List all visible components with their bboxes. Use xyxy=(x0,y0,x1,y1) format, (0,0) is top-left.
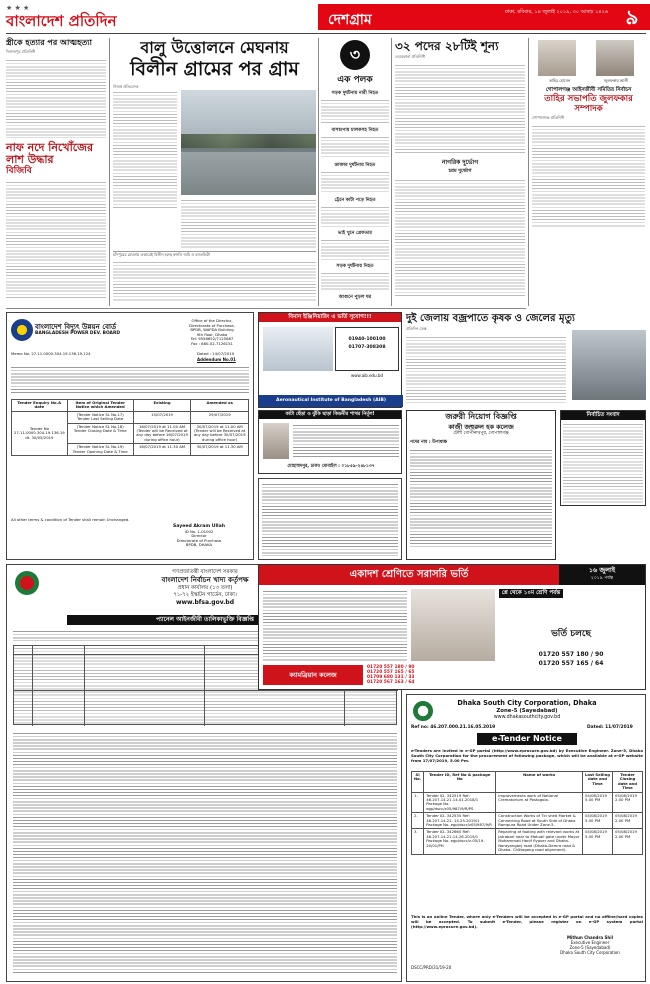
dscc-ref: Ref no: 46.207.000.21.16.05.2019 xyxy=(411,725,496,730)
ek-polok-item-1[interactable]: সড়ক দুর্ঘটনায় নারী নিহত xyxy=(331,91,379,96)
table-cell: 16/07/2019 at 11.30 AM xyxy=(133,444,191,456)
bfsa-subject: প্যানেল আইনজীবী তালিকাভুক্তি বিজ্ঞপ্তি xyxy=(67,615,343,625)
story-headline-2[interactable]: নাফ নদে নিখোঁজের লাশ উদ্ধার xyxy=(6,141,94,166)
kazi-location: টেলী গোপীনাথপুর, গোপালগঞ্জ xyxy=(453,431,509,436)
bfsa-logo xyxy=(15,571,39,595)
bfsa-title-2: বাংলাদেশ নির্বাচন খাদ্য কর্তৃপক্ষ xyxy=(161,576,249,584)
table-cell: 30/07/2019 at 11.00 AM (Tender will be Received at any day before 30/07/2019 during office hour) xyxy=(191,423,249,444)
table-cell: Tender ID- 342519 Ref: 46.207.14.21.14.01.2018/1 Package No. egp/dscc/z05/987/9/R/PS xyxy=(424,792,496,813)
bfsa-title-1: গণপ্রজাতন্ত্রী বাংলাদেশ সরকার xyxy=(172,569,238,575)
brief-box xyxy=(560,410,646,506)
committee-body xyxy=(532,124,645,228)
dscc-col-header: Tender ID, Ref No & package No xyxy=(424,772,496,793)
aib-plane xyxy=(263,327,333,371)
kidney-photo xyxy=(263,423,289,459)
bpdb-ad xyxy=(6,312,254,560)
ek-polok-item-4[interactable]: ট্রেনে কাটা পড়ে নিহত xyxy=(334,198,376,203)
vacancy-byline: নেত্রকোনা প্রতিনিধি xyxy=(395,54,425,59)
table-gridline xyxy=(14,690,398,691)
lead-photo-caption: চাঁদপুরের মেঘনায় এভাবেই বিলীন হচ্ছে ফসলি জমি ও বসতভিটা xyxy=(113,251,316,258)
story-body-2 xyxy=(6,180,106,300)
dscc-col-header: Last Selling date and Time xyxy=(583,772,613,793)
bpdb-enquiry: Tender No 27.11.0000.304.19.136.19 dt. 30/05/2019 xyxy=(12,411,68,455)
kidney-headline: কাটা ছেঁড়া ও ঝুঁকি ছাড়া কিডনীর পাথর নির্মূল! xyxy=(259,411,401,419)
bfsa-title-3: প্রধান কার্যালয় (১৩ তলা) xyxy=(177,585,233,591)
col-divider-4 xyxy=(528,38,529,306)
office-line: Fax : 880-02-7126151 xyxy=(191,340,233,346)
committee-headline[interactable]: তাহির সভাপতি জুলফকার সম্পাদক xyxy=(544,94,633,114)
lead-photo xyxy=(181,90,316,195)
cambrian-phone[interactable]: 01720 557 165 / 65 xyxy=(367,670,415,675)
cambrian-phones xyxy=(367,665,495,685)
cambrian-body-left xyxy=(263,589,407,661)
bpdb-dated: Dated : 14/07/2019 xyxy=(197,351,235,356)
vacancy-body-2 xyxy=(395,178,525,296)
table-cell: Improvements work of National Crematorium at Postogola. xyxy=(496,792,583,813)
section-title: দেশগ্রাম xyxy=(328,12,372,28)
avatar-2 xyxy=(596,40,634,76)
table-cell: 04/08/2019 5.00 PM xyxy=(583,829,613,854)
logo-text: বাংলাদেশ প্রতিদিন xyxy=(6,12,117,30)
office-line: Directorate of Purchase, xyxy=(189,322,235,328)
cambrian-brand: ক্যামব্রিয়ান কলেজ xyxy=(263,665,363,685)
signer-title: Zone-5 (Sayedabad) xyxy=(569,945,611,950)
signer-id: ID No. 1-01002 xyxy=(184,528,214,534)
cambrian-photos xyxy=(411,589,495,661)
bpdb-table xyxy=(11,399,249,456)
table-cell: 1. xyxy=(412,792,424,813)
lead-headline-2[interactable]: বিলীন গ্রামের পর গ্রাম xyxy=(130,58,299,80)
committee-photos xyxy=(532,38,645,78)
bpdb-logo xyxy=(11,319,33,341)
vacancy-story xyxy=(395,38,525,306)
ek-polok-item-5[interactable]: ভাই খুনে গ্রেফতার xyxy=(338,231,372,236)
masthead xyxy=(0,0,650,32)
dscc-title: Dhaka South City Corporation, Dhaka xyxy=(457,699,597,707)
dscc-ad xyxy=(406,694,646,982)
cambrian-phone[interactable]: 01720 567 163 / 64 xyxy=(367,680,415,685)
table-cell: 3. xyxy=(412,829,424,854)
person-1-name: তাহির হোসেন xyxy=(548,78,571,83)
ek-polok-item-7[interactable]: আগুনে পুড়ল ঘর xyxy=(338,295,372,300)
col-divider-2 xyxy=(318,38,319,306)
dscc-logo xyxy=(413,701,433,721)
table-gridline xyxy=(32,646,33,726)
table-cell: Repairing of footing with relevant works at Jatrabari near to Matuail gate under Mayor Mohammad Hanif flyover and Dhaka- Narayanganj road (Dhaka-Demra road & Dhaka- Chittagong road alignment). xyxy=(496,829,583,854)
lead-body-left xyxy=(113,90,177,210)
bpdb-col-header: Item of Original Tender Notice which Amended xyxy=(67,400,133,412)
brief-title: নির্বাচিত সংবাদ xyxy=(561,411,645,420)
story-byline-1: দিনাজপুর প্রতিনিধি xyxy=(6,49,36,54)
ek-polok-body-6 xyxy=(321,271,389,291)
table-cell: (Tender Notice SL No.19) Tender Opening Date & Time xyxy=(67,444,133,456)
dscc-col-header: SI No. xyxy=(412,772,424,793)
signer-name: Sayeed Akram Ullah xyxy=(173,524,225,529)
red-band xyxy=(318,4,650,30)
table-cell: 15/07/2019 xyxy=(133,411,191,423)
bolt-headline[interactable]: দুই জেলায় বজ্রপাতে কৃষক ও জেলের মৃত্যু xyxy=(406,313,575,324)
ek-polok-item-6[interactable]: সড়ক দুর্ঘটনায় নিহত xyxy=(336,264,374,269)
vacancy-side-title: চরম দুর্ভোগ xyxy=(448,168,472,174)
bpdb-name: বাংলাদেশ বিদ্যুৎ উন্নয়ন বোর্ড xyxy=(35,323,117,331)
date-line: ঢাকা, রবিবার, ১৪ জুলাই ২০১৯, ৩০ আষাঢ় ১৪২৬ xyxy=(504,9,608,15)
ek-polok-title: এক পলক xyxy=(337,75,373,85)
ek-polok xyxy=(321,38,389,306)
bpdb-memo: Memo No. 27.11.0000.304.19.136.19.124 xyxy=(11,351,91,356)
dscc-signature xyxy=(537,935,643,955)
signer-title: Dhaka South City Corporation xyxy=(560,950,620,955)
cambrian-class: প্লে থেকে ১০ম শ্রেণি পর্যন্ত xyxy=(499,589,563,598)
cambrian-right-phone-1[interactable]: 01720 557 180 / 90 xyxy=(538,651,604,658)
small-notice-body xyxy=(262,482,398,556)
ek-polok-body-1 xyxy=(321,98,389,124)
col-divider-1 xyxy=(109,38,110,306)
vacancy-body-1 xyxy=(395,63,525,155)
table-cell: 30/07/2019 at 11.30 AM xyxy=(191,444,249,456)
dscc-notice-title: e-Tender Notice xyxy=(477,733,577,745)
kazi-post: পদের নাম : উপাধ্যক্ষ xyxy=(410,440,448,445)
cambrian-admission: ভর্তি চলছে xyxy=(551,629,591,639)
bolt-body xyxy=(406,335,566,403)
kidney-body xyxy=(293,423,399,459)
vacancy-headline[interactable]: ৩২ পদের ২৮টিই শূন্য xyxy=(395,39,499,53)
table-cell: 2. xyxy=(412,813,424,829)
signer-title: Director xyxy=(191,533,207,539)
col-divider-3 xyxy=(391,38,392,306)
cambrian-phone[interactable]: 01709 680 131 / 33 xyxy=(367,675,415,680)
kidney-contact[interactable]: মোহাম্মদপুর, ঢাকা। মোবাইল : ০১৮৫৯-২৪৮১৩৭ xyxy=(287,464,375,469)
office-line: Office of the Director, xyxy=(191,318,233,323)
section-rule-1 xyxy=(6,308,526,309)
signer-title: Directorate of Purchase xyxy=(176,537,222,543)
cambrian-right xyxy=(499,589,643,687)
small-notice xyxy=(258,478,402,560)
table-cell: (Tender Notice SL No.18) Tender Closing Date & Time xyxy=(67,423,133,444)
dscc-title-block xyxy=(437,699,617,721)
lead-story xyxy=(113,38,316,306)
bpdb-col-header: Tender Enquiry No.& date xyxy=(12,400,68,412)
aib-web[interactable]: www.aib.edu.bd xyxy=(351,373,383,378)
table-cell: Construction Works of Tin shed Market & Connecting Road at South Side of Dhaka Rampura Road Under Zone-5. xyxy=(496,813,583,829)
bpdb-intro xyxy=(11,365,249,395)
lead-body-bottom xyxy=(113,260,316,302)
table-cell: 04/08/2019 5.00 PM xyxy=(583,792,613,813)
bolt-story xyxy=(406,312,646,404)
table-gridline xyxy=(204,646,205,726)
office-line: 9th floor, Dhaka xyxy=(196,331,228,337)
cambrian-headline: একাদশ শ্রেণিতে সরাসরি ভর্তি xyxy=(259,565,559,585)
dscc-footnote: This is an online Tender, where only e-Tenders will be accepted in e-GP portal and no offline/hard copies will be accepted. To submit e-Tender, please register on e-GP system portal (http://www.eprocure.gov.bd). xyxy=(411,914,643,929)
table-row xyxy=(412,829,643,854)
dscc-table xyxy=(411,771,643,855)
bfsa-web[interactable]: www.bfsa.gov.bd xyxy=(175,599,235,606)
dscc-col-header: Tender Closing date and Time xyxy=(613,772,643,793)
cambrian-phone[interactable]: 01720 557 180 / 90 xyxy=(367,665,415,670)
ek-polok-body-4 xyxy=(321,205,389,227)
bpdb-footer-note: All other terms & condition of Tender shall remain Unchanged. xyxy=(11,517,130,522)
signer-title: Executive Engineer xyxy=(570,940,610,945)
ek-polok-emblem: ৩ xyxy=(340,40,370,70)
bpdb-signature xyxy=(147,525,251,548)
aib-phone-2[interactable]: 01707-308308 xyxy=(348,345,386,350)
kazi-ad xyxy=(406,410,556,560)
signer-name: Mithun Chandra Shil xyxy=(567,935,613,940)
ek-polok-item-2[interactable]: বাসচাপায় চালকসহ নিহত xyxy=(331,128,379,133)
table-cell: Tender ID- 342660 Ref: 46.207.14.21.14.26.2019/1 Package No. egp/dscc/z-05/19-20/01/PH xyxy=(424,829,496,854)
lead-headline-1[interactable]: বালু উত্তোলনে মেঘনায় xyxy=(140,38,289,57)
table-row xyxy=(412,813,643,829)
photo-river xyxy=(181,152,316,195)
lead-body-right xyxy=(181,198,316,248)
table-cell: Tender ID- 342530 Ref: 46.207.14.21. 14.25.2019/1 Package No. egp/dscc/z05/987/9/R xyxy=(424,813,496,829)
kazi-college: কাজী জহুরুল হক কলেজ xyxy=(448,423,514,431)
bpdb-office xyxy=(173,319,251,347)
bpdb-col-header: Amended as xyxy=(191,400,249,412)
aib-banner: বিমান ইঞ্জিনিয়ারিং এ ভর্তি সুযোগ!!! xyxy=(259,313,401,322)
table-cell: 05/08/2019 2.00 PM xyxy=(613,829,643,854)
ek-polok-body-2 xyxy=(321,135,389,159)
left-column xyxy=(6,38,106,306)
lead-byline: নিজস্ব প্রতিবেদক xyxy=(113,84,139,89)
right-column xyxy=(532,38,645,306)
story-headline-1[interactable]: স্ত্রীকে হত্যার পর আত্মহত্যা xyxy=(6,38,92,47)
person-2-name: জুলফকার আলী xyxy=(603,78,629,83)
avatar-1 xyxy=(538,40,576,76)
kazi-body xyxy=(410,448,552,548)
table-row xyxy=(412,792,643,813)
page-number: ৯ xyxy=(625,5,639,29)
table-cell: (Tender Notice SL No.17) Tender Last Selling Date xyxy=(67,411,133,423)
dscc-dated: Dated: 11/07/2019 xyxy=(587,725,633,730)
cambrian-college-ad xyxy=(258,564,646,690)
masthead-logo[interactable] xyxy=(6,4,166,28)
office-line: BPDB, WAPDA Building xyxy=(190,327,234,333)
dscc-col-header: Name of works xyxy=(496,772,583,793)
kidney-ad xyxy=(258,410,402,474)
masthead-rule xyxy=(6,33,646,34)
bpdb-col-header: Existing xyxy=(133,400,191,412)
photo-trees xyxy=(181,134,316,148)
dscc-intro: e-Tenders are invited in e-GP portal (http://www.eprocure.gov.bd) by Executive Engineer. Zone-5, Dhaka South City Corporation for the procurement of following package, which will be available at e-GP website from 17/07/2019, 5.00 Pm. xyxy=(411,748,643,763)
badge-date-sub: ২০১৯ পর্যন্ত xyxy=(590,576,614,581)
logo-tagline: ★ ★ ★ xyxy=(6,4,30,12)
vacancy-subhead: নাগরিক দুর্ভোগ xyxy=(441,159,479,166)
story-body-1 xyxy=(6,58,106,138)
cambrian-right-phone-2[interactable]: 01720 557 165 / 64 xyxy=(538,660,604,667)
bpdb-addendum: Addendum No.01 xyxy=(197,357,236,362)
bfsa-title-4: ৭১-৭২ ইস্কাটন গার্ডেন, ঢাকা। xyxy=(173,592,237,598)
table-cell: 16/07/2019 at 11.00 AM (Tender will be Received at any day before 16/07/2019 during office hour) xyxy=(133,423,191,444)
dscc-code: DSCC/PRD/31/19-20 xyxy=(411,965,452,970)
committee-byline: গোপালগঞ্জ প্রতিনিধি xyxy=(532,115,564,120)
table-cell: 04/08/2019 5.00 PM xyxy=(583,813,613,829)
bolt-byline: প্রতিদিন ডেস্ক xyxy=(406,326,427,331)
office-line: Tel: 9558652/7125887 xyxy=(190,336,234,342)
table-cell: 05/08/2019 2.00 PM xyxy=(613,813,643,829)
table-gridline xyxy=(84,646,85,726)
signer-title: BPDB, DHAKA xyxy=(185,542,213,548)
ek-polok-item-3[interactable]: ডাক্তার দুর্ঘটনায় নিহত xyxy=(334,163,376,168)
aib-phone-1[interactable]: 01940-100100 xyxy=(348,337,386,342)
table-cell: 29/07/2019 xyxy=(191,411,249,423)
badge-date: ১৬ জুলাই xyxy=(588,566,616,574)
cambrian-date-badge xyxy=(559,565,645,585)
ek-polok-body-5 xyxy=(321,238,389,260)
aib-name: Aeronautical Institute of Bangladesh (AIB) xyxy=(259,395,403,407)
kazi-headline: জরুরী নিয়োগ বিজ্ঞপ্তি xyxy=(445,412,517,421)
table-cell: 05/08/2019 2.00 PM xyxy=(613,792,643,813)
bolt-photo xyxy=(572,330,646,400)
bpdb-name-en: BANGLADESH POWER DEV. BOARD xyxy=(35,331,120,336)
ek-polok-body-3 xyxy=(321,170,389,194)
committee-tag: গোপালগঞ্জ আইনজীবী সমিতির নির্বাচন xyxy=(545,87,632,93)
aib-phone-box xyxy=(335,327,399,371)
aib-ad xyxy=(258,312,402,408)
dscc-zone: Zone-5 (Sayedabad) xyxy=(496,708,558,714)
story-headline-3: বিজিবি xyxy=(6,166,32,176)
bfsa-terms xyxy=(13,731,397,975)
dscc-web[interactable]: www.dhakasouthcity.gov.bd xyxy=(493,715,561,720)
brief-body xyxy=(563,422,643,504)
